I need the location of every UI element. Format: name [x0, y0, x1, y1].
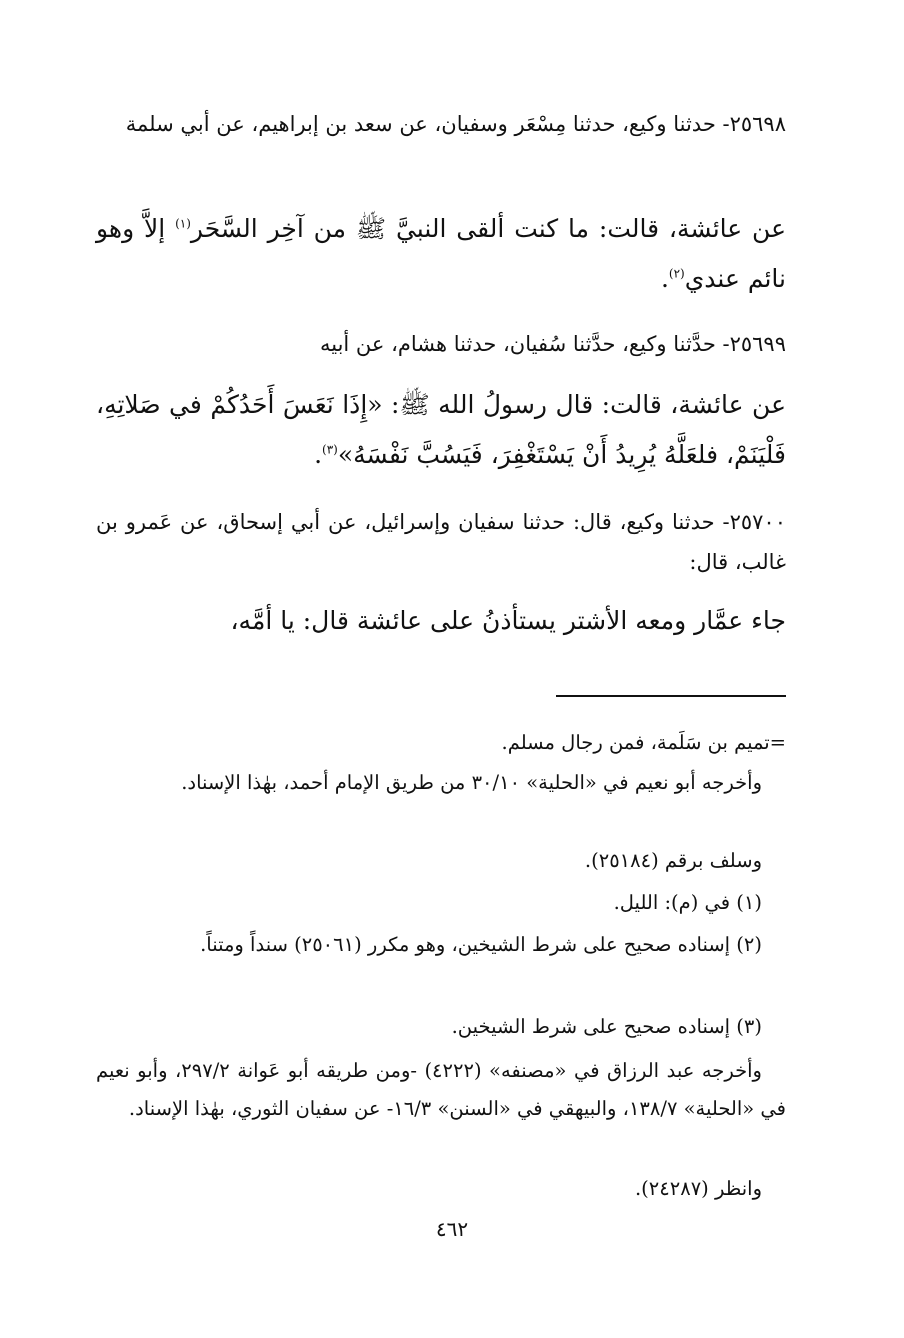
footnote-ref-1: (١) — [175, 216, 191, 231]
hadith-25700-isnad: ٢٥٧٠٠- حدثنا وكيع، قال: حدثنا سفيان وإسرائيل، عن أبي إسحاق، عن عَمرو بن غالب، قال: — [96, 510, 786, 574]
footnote-2: (٢) إسناده صحيح على شرط الشيخين، وهو مكرر (٢٥٠٦١) سنداً ومتناً. — [200, 933, 762, 956]
hadith-25699-matn — [96, 380, 786, 480]
hadith-25700-matn: جاء عمَّار ومعه الأشتر يستأذنُ على عائشة قال: يا أمَّه، — [230, 606, 786, 635]
footnote-3-see: وانظر (٢٤٢٨٧). — [634, 1177, 762, 1200]
footnote-3-takhrij: وأخرجه عبد الرزاق في «مصنفه» (٤٢٢٢) -ومن طريقه أبو عَوانة ٢٩٧/٢، وأبو نعيم في «الحلية» ١٣٨/٧، والبيهقي في «السنن» ١٦/٣- عن سفيان الثوري، بهٰذا الإسناد. — [96, 1059, 786, 1120]
footnote-ref-3: (٣) — [322, 442, 338, 457]
footnote-continued-salaf: وسلف برقم (٢٥١٨٤). — [584, 849, 762, 872]
hadith-25698-matn-main: عن عائشة، قالت: ما كنت ألقى النبيَّ ﷺ من آخِر السَّحَر — [190, 214, 786, 243]
hadith-25699-isnad: ٢٥٦٩٩- حدَّثنا وكيع، حدَّثنا سُفيان، حدثنا هشام، عن أبيه — [319, 332, 786, 356]
footnote-continued-takhrij: وأخرجه أبو نعيم في «الحلية» ٣٠/١٠ من طريق الإمام أحمد، بهٰذا الإسناد. — [181, 771, 762, 794]
footnote-3: (٣) إسناده صحيح على شرط الشيخين. — [451, 1015, 762, 1038]
hadith-25698-matn-end: . — [660, 264, 669, 293]
page-number: ٤٦٢ — [435, 1217, 469, 1241]
footnote-1: (١) في (م): الليل. — [613, 891, 762, 914]
hadith-25698-matn-cont: إلاَّ وهو نائم عندي — [96, 214, 786, 293]
hadith-25698-matn — [96, 204, 786, 304]
hadith-25699-matn-end: . — [314, 440, 323, 469]
footnote-continued: =تميم بن سَلَمة، فمن رجال مسلم. — [501, 731, 786, 754]
hadith-25698-isnad: ٢٥٦٩٨- حدثنا وكيع، حدثنا مِسْعَر وسفيان، عن سعد بن إبراهيم، عن أبي سلمة — [125, 112, 786, 136]
footnote-ref-2: (٢) — [668, 266, 685, 281]
hadith-25699-matn-main: عن عائشة، قالت: قال رسولُ الله ﷺ: «إِذَا نَعَسَ أَحَدُكُمْ في صَلاتِهِ، فَلْيَنَمْ، فلعَلَّهُ يُرِيدُ أَنْ يَسْتَغْفِرَ، فَيَسُبَّ نَفْسَهُ» — [96, 390, 786, 469]
footnote-separator — [556, 695, 786, 697]
